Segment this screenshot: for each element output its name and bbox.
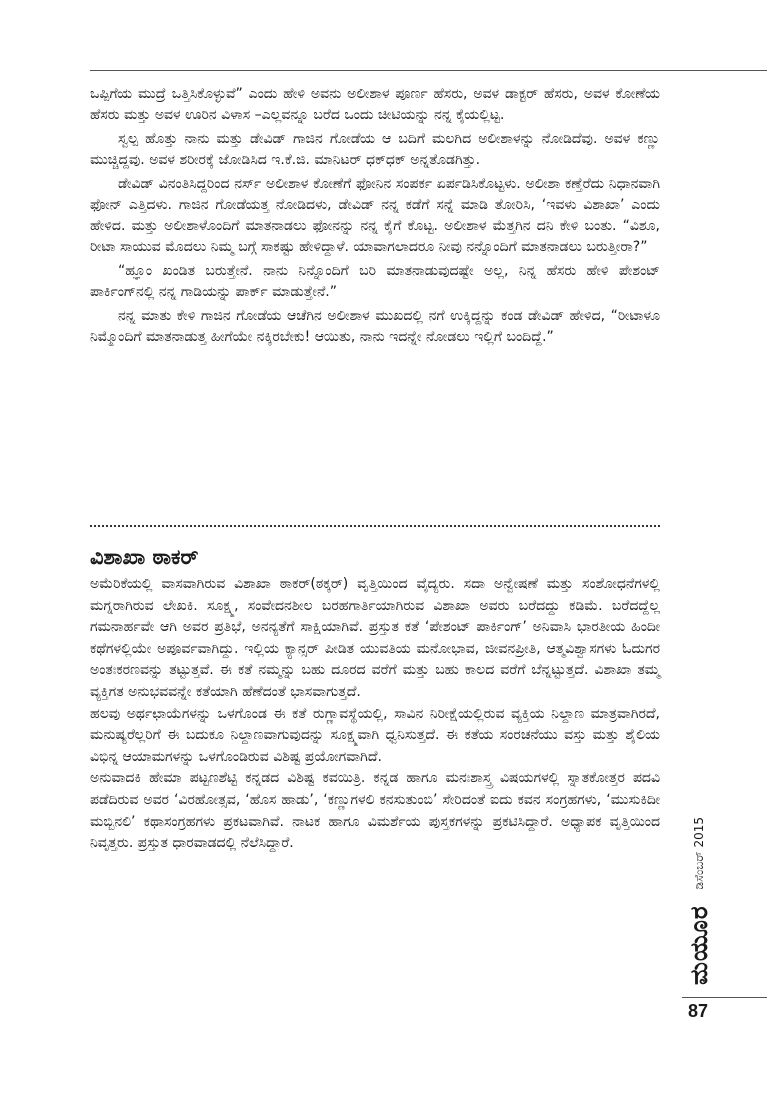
author-heading: ವಿಶಾಖಾ ಠಾಕರ್	[90, 545, 199, 569]
bio-paragraph: ಅನುವಾದಕಿ ಹೇಮಾ ಪಟ್ಟಣಶೆಟ್ಟಿ ಕನ್ನಡದ ವಿಶಿಷ್ಟ ಕವಯಿತ್ರಿ. ಕನ್ನಡ ಹಾಗೂ ಮನಃಶಾಸ್ತ್ರ ವಿಷಯಗಳಲ್ಲಿ ಸ್ನಾತಕೋತ್ತರ ಪದವಿ ಪಡೆದಿರುವ ಅವರ ‘ವಿರಹೋತ್ಸವ, ‘ಹೊಸ ಹಾಡು’, ‘ಕಣ್ಣುಗಳಲಿ ಕನಸುತುಂಬಿ’ ಸೇರಿದಂತೆ ಐದು ಕವನ ಸಂಗ್ರಹಗಳು, ‘ಮುಸುಕಿದೀ ಮಬ್ಬಿನಲಿ’ ಕಥಾಸಂಗ್ರಹಗಳು ಪ್ರಕಟವಾಗಿವೆ. ನಾಟಕ ಹಾಗೂ ವಿಮರ್ಶೆಯ ಪುಸ್ತಕಗಳನ್ನು ಪ್ರಕಟಿಸಿದ್ದಾರೆ. ಅಧ್ಯಾಪಕ ವೃತ್ತಿಯಿಂದ ನಿವೃತ್ತರು. ಪ್ರಸ್ತುತ ಧಾರವಾಡದಲ್ಲಿ ನೆಲೆಸಿದ್ದಾರೆ.	[90, 770, 660, 852]
section-divider	[90, 525, 660, 527]
magazine-logo: ಮಯೂರ	[685, 905, 713, 985]
story-paragraph: ಡೇವಿಡ್ ವಿನಂತಿಸಿದ್ದರಿಂದ ನರ್ಸ್ ಅಲೀಶಾಳ ಕೋಣೆಗೆ ಫೋನಿನ ಸಂಪರ್ಕ ಏರ್ಪಡಿಸಿಕೊಟ್ಟಳು. ಅಲೀಶಾ ಕಣ್ತೆರೆದು ನಿಧಾನವಾಗಿ ಫೋನ್ ಎತ್ತಿದಳು. ಗಾಜಿನ ಗೋಡೆಯತ್ತ ನೋಡಿದಳು, ಡೇವಿಡ್ ನನ್ನ ಕಡೆಗೆ ಸನ್ನೆ ಮಾಡಿ ತೋರಿಸಿ, ‘ಇವಳು ವಿಶಾಖಾ’ ಎಂದು ಹೇಳಿದ. ಮತ್ತು ಅಲೀಶಾಳೊಂದಿಗೆ ಮಾತನಾಡಲು ಫೋನನ್ನು ನನ್ನ ಕೈಗೆ ಕೊಟ್ಟ. ಅಲೀಶಾಳ ಮೆತ್ತಗಿನ ದನಿ ಕೇಳಿ ಬಂತು. “ವಿಶೂ, ರೀಟಾ ಸಾಯುವ ಮೊದಲು ನಿಮ್ಮ ಬಗ್ಗೆ ಸಾಕಷ್ಟು ಹೇಳಿದ್ದಾಳೆ. ಯಾವಾಗಲಾದರೂ ನೀವು ನನ್ನೊಂದಿಗೆ ಮಾತನಾಡಲು ಬರುತ್ತೀರಾ?”	[90, 176, 660, 255]
top-rule	[90, 70, 767, 71]
story-text	[90, 84, 660, 351]
story-paragraph: ಸ್ವಲ್ಪ ಹೊತ್ತು ನಾನು ಮತ್ತು ಡೇವಿಡ್ ಗಾಜಿನ ಗೋಡೆಯ ಆ ಬದಿಗೆ ಮಲಗಿದ ಅಲೀಶಾಳನ್ನು ನೋಡಿದೆವು. ಅವಳ ಕಣ್ಣು ಮುಚ್ಚಿದ್ದವು. ಅವಳ ಶರೀರಕ್ಕೆ ಜೋಡಿಸಿದ ಇ.ಕೆ.ಜಿ. ಮಾನಿಟರ್ ಧಕ್‌ಧಕ್ ಅನ್ನತೊಡಗಿತ್ತು.	[90, 131, 660, 168]
bio-paragraph: ಅಮೆರಿಕೆಯಲ್ಲಿ ವಾಸವಾಗಿರುವ ವಿಶಾಖಾ ಠಾಕರ್(ಠಕ್ಕರ್) ವೃತ್ತಿಯಿಂದ ವೈದ್ಯರು. ಸದಾ ಅನ್ವೇಷಣೆ ಮತ್ತು ಸಂಶೋಧನೆಗಳಲ್ಲಿ ಮಗ್ನರಾಗಿರುವ ಲೇಖಕಿ. ಸೂಕ್ಷ್ಮ, ಸಂವೇದನಶೀಲ ಬರಹಗಾರ್ತಿಯಾಗಿರುವ ವಿಶಾಖಾ ಅವರು ಬರೆದದ್ದು ಕಡಿಮೆ. ಬರೆದದ್ದೆಲ್ಲ ಗಮನಾರ್ಹವೇ ಆಗಿ ಅವರ ಪ್ರತಿಭೆ, ಅನನ್ಯತೆಗೆ ಸಾಕ್ಷಿಯಾಗಿವೆ. ಪ್ರಸ್ತುತ ಕತೆ ‘ಪೇಶಂಟ್ ಪಾರ್ಕಿಂಗ್’ ಅನಿವಾಸಿ ಭಾರತೀಯ ಹಿಂದೀ ಕಥೆಗಳಲ್ಲಿಯೇ ಅಪೂರ್ವವಾಗಿದ್ದು. ಇಲ್ಲಿಯ ಕ್ಯಾನ್ಸರ್ ಪೀಡಿತ ಯುವತಿಯ ಮನೋಭಾವ, ಜೀವನಪ್ರೀತಿ, ಆತ್ಮವಿಶ್ವಾಸಗಳು ಓದುಗರ ಅಂತಃಕರಣವನ್ನು ತಟ್ಟುತ್ತವೆ. ಈ ಕತೆ ನಮ್ಮನ್ನು ಬಹು ದೂರದ ವರೆಗೆ ಮತ್ತು ಬಹು ಕಾಲದ ವರೆಗೆ ಬೆನ್ನಟ್ಟುತ್ತದೆ. ವಿಶಾಖಾ ತಮ್ಮ ವ್ಯಕ್ತಿಗತ ಅನುಭವವನ್ನೇ ಕತೆಯಾಗಿ ಹೆಣೆದಂತೆ ಭಾಸವಾಗುತ್ತದೆ.	[90, 576, 660, 700]
issue-date: ಡಿಸೆಂಬರ್ 2015	[691, 817, 706, 890]
running-footer	[682, 755, 716, 985]
story-paragraph: “ಹ್ಞೂಂ ಖಂಡಿತ ಬರುತ್ತೇನೆ. ನಾನು ನಿನ್ನೊಂದಿಗೆ ಬರಿ ಮಾತನಾಡುವುದಷ್ಟೇ ಅಲ್ಲ, ನಿನ್ನ ಹೆಸರು ಹೇಳಿ ಪೇಶಂಟ್ ಪಾರ್ಕಿಂಗ್‌ನಲ್ಲಿ ನನ್ನ ಗಾಡಿಯನ್ನು ಪಾರ್ಕ್ ಮಾಡುತ್ತೇನೆ.”	[90, 263, 660, 300]
page-number: 87	[688, 1001, 709, 1021]
footer-rule	[682, 997, 767, 998]
story-paragraph: ಒಪ್ಪಿಗೆಯ ಮುದ್ರೆ ಒತ್ತಿಸಿಕೊಳ್ಳುವೆ” ಎಂದು ಹೇಳಿ ಅವನು ಅಲೀಶಾಳ ಪೂರ್ಣ ಹೆಸರು, ಅವಳ ಡಾಕ್ಟರ್ ಹೆಸರು, ಅವಳ ಕೋಣೆಯ ಹೆಸರು ಮತ್ತು ಅವಳ ಊರಿನ ವಿಳಾಸ –ಎಲ್ಲವನ್ನೂ ಬರೆದ ಒಂದು ಚೀಟಿಯನ್ನು ನನ್ನ ಕೈಯಲ್ಲಿಟ್ಟ.	[90, 86, 660, 123]
author-bio	[90, 574, 660, 855]
bio-paragraph: ಹಲವು ಅರ್ಥಛಾಯೆಗಳನ್ನು ಒಳಗೊಂಡ ಈ ಕತೆ ರುಗ್ಣಾವಸ್ಥೆಯಲ್ಲಿ, ಸಾವಿನ ನಿರೀಕ್ಷೆಯಲ್ಲಿರುವ ವ್ಯಕ್ತಿಯ ನಿಲ್ದಾಣ ಮಾತ್ರವಾಗಿರದೆ, ಮನುಷ್ಯರೆಲ್ಲರಿಗೆ ಈ ಬದುಕೂ ನಿಲ್ದಾಣವಾಗುವುದನ್ನು ಸೂಕ್ಷ್ಮವಾಗಿ ಧ್ವನಿಸುತ್ತದೆ. ಈ ಕತೆಯ ಸಂರಚನೆಯು ವಸ್ತು ಮತ್ತು ಶೈಲಿಯ ವಿಭಿನ್ನ ಆಯಾಮಗಳನ್ನು ಒಳಗೊಂಡಿರುವ ವಿಶಿಷ್ಟ ಪ್ರಯೋಗವಾಗಿದೆ.	[90, 705, 660, 765]
story-paragraph: ನನ್ನ ಮಾತು ಕೇಳಿ ಗಾಜಿನ ಗೋಡೆಯ ಆಚೆಗಿನ ಅಲೀಶಾಳ ಮುಖದಲ್ಲಿ ನಗೆ ಉಕ್ಕಿದ್ದನ್ನು ಕಂಡ ಡೇವಿಡ್ ಹೇಳಿದ, “ರೀಟಾಳೂ ನಿಮ್ಮೊಂದಿಗೆ ಮಾತನಾಡುತ್ತ ಹೀಗೆಯೇ ನಕ್ಕಿರಬೇಕು! ಆಯಿತು, ನಾನು ಇದನ್ನೇ ನೋಡಲು ಇಲ್ಲಿಗೆ ಬಂದಿದ್ದೆ.”	[90, 308, 660, 345]
